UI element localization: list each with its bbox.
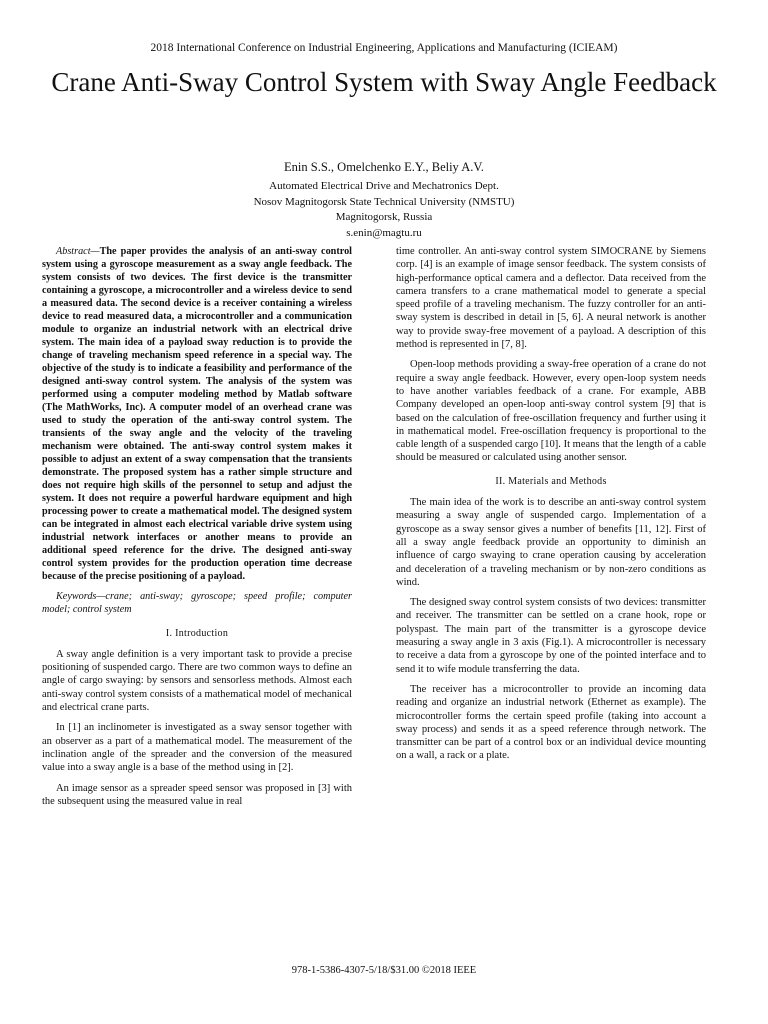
methods-paragraph: The designed sway control system consists of two devices: transmitter and receiver. The transmitter can be settled on a crane hook, rope or polyspast. The main part of the transmitter is a gyroscope device measuring a sway angle in 3 axis (Fig.1). A microcontroller is necessary to receive a data from a gyroscope by one of the pointed interface and to send it to wife module transferring the data. bbox=[396, 597, 706, 675]
intro-continuation-paragraph: time controller. An anti-sway control system SIMOCRANE by Siemens corp. [4] is an example of image sensor feedback. The system consists of high-performance optical camera and a deflector. Data received from the camera transfers to a crane mathematical model to generate a special speed profile of a traveling mechanism. The fuzzy controller for an anti-sway system is described in detail in [5, 6]. A neural network is another way to provide sway-free movement of a payload. A description of this method is represented in [7, 8]. bbox=[396, 246, 706, 351]
abstract-text: The paper provides the analysis of an anti-sway control system using a gyroscope measurement as a sway angle feedback. The system consists of two devices. The first device is the transmitter containing a gyroscope, a microcontroller and a wireless device to send a measured data. The second device is a receiver containing a wireless device to read measured data, a microcontroller and a communication module to organize an industrial network with an electrical drive system. The main idea of a payload sway reduction is to provide the change of traveling mechanism speed reference in a special way. The objective of the study is to indicate a feasibility and performance of the designed anti-sway control system. The analysis of the system was performed using a computer modeling method by Matlab software (The MathWorks, Inc). A computer model of an overhead crane was used to study the operation of the anti-sway control system. The transients of the sway angle and the velocity of the traveling mechanism were obtained. The anti-sway control system makes it possible to adjust an extent of a sway compensation that the transients demonstrate. The proposed system has a rather simple structure and does not require high skills of the personnel to setup and adjust the system. It does not require a powerful hardware equipment and high processing power to create a mathematical model. The designed system can be integrated in almost each electrical variable drive system using industrial network interfaces or another means to provide an additional speed reference for the drive. The designed anti-sway control system provides for the production operation time decrease because of the precise positioning of a payload. bbox=[42, 246, 352, 582]
left-column bbox=[42, 245, 352, 815]
affiliation-block bbox=[0, 179, 768, 241]
keywords: Keywords—crane; anti-sway; gyroscope; speed profile; computer model; control system bbox=[42, 591, 352, 616]
intro-paragraph: In [1] an inclinometer is investigated as a sway sensor together with an observer as a part of a mathematical model. The measurement of the inclination angle of the spreader and the conversion of the measured value into a sway angle is a base of the method using in [2]. bbox=[42, 722, 352, 774]
methods-paragraph: The receiver has a microcontroller to provide an incoming data reading and organize an industrial network (Ethernet as example). The microcontroller forms the certain speed profile (taking into account a sway process) and sends it as a speed reference through network. The transmitter can be part of a control box or an individual device mounting on a wall, a rack or a plate. bbox=[396, 683, 706, 762]
affiliation-department: Automated Electrical Drive and Mechatronics Dept. bbox=[269, 180, 499, 192]
intro-paragraph: A sway angle definition is a very important task to provide a precise positioning of suspended cargo. There are two common ways to define an angle of cargo swaying: by sensors and sensorless methods. Almost each anti-sway control system consists of a mathematical model of mechanical and electrical crane parts. bbox=[42, 648, 352, 714]
section-heading-materials-methods: II. Materials and Methods bbox=[495, 475, 607, 487]
author-list: Enin S.S., Omelchenko E.Y., Beliy A.V. bbox=[284, 160, 484, 174]
abstract-lead: Abstract— bbox=[56, 246, 100, 257]
right-column bbox=[396, 245, 706, 770]
copyright-footer: 978-1-5386-4307-5/18/$31.00 ©2018 IEEE bbox=[291, 965, 477, 976]
affiliation-location: Magnitogorsk, Russia bbox=[335, 211, 433, 223]
author-email: s.enin@magtu.ru bbox=[346, 226, 422, 239]
intro-paragraph: Open-loop methods providing a sway-free operation of a crane do not require a sway angle feedback. However, every open-loop system needs to have another variables feedback of a crane. For example, ABB Company developed an open-loop anti-sway control system [9] that is based on the calculation of free-oscillation frequency and further using it in mathematical model. Free-oscillation frequency is proportional to the cable length of a suspended cargo [10]. It means that the length of a cable should be measured or calculated using another sensor. bbox=[396, 359, 706, 464]
conference-header: 2018 International Conference on Industrial Engineering, Applications and Manufacturing (ICIEAM) bbox=[150, 42, 618, 54]
paper-title: Crane Anti-Sway Control System with Sway Angle Feedback bbox=[51, 67, 717, 97]
affiliation-university: Nosov Magnitogorsk State Technical University (NMSTU) bbox=[253, 195, 515, 208]
abstract bbox=[42, 245, 352, 583]
methods-paragraph: The main idea of the work is to describe an anti-sway control system measuring a sway angle of suspended cargo. Implementation of a gyroscope as a sway sensor gives a number of benefits [11, 12]. First of all a sway angle feedback provide an opportunity to diminish an influence of cargo swaying to crane operation causing by acceleration and deceleration of a traveling mechanism or by non-zero conditions as wind. bbox=[396, 497, 706, 588]
section-heading-introduction: I. Introduction bbox=[165, 627, 229, 639]
intro-paragraph: An image sensor as a spreader speed sensor was proposed in [3] with the subsequent using the measured value in real bbox=[42, 782, 352, 807]
